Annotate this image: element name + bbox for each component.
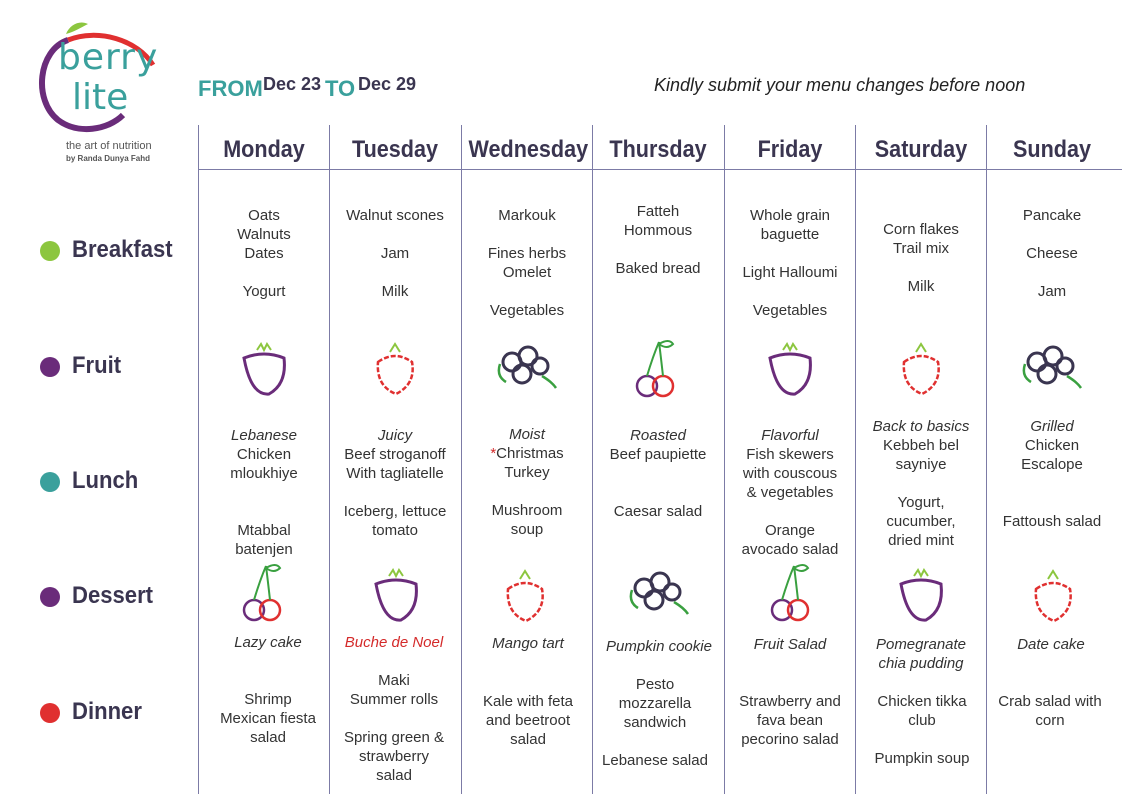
- menu-item: salad: [510, 731, 546, 748]
- dessert-sunday: Date cake: [1017, 636, 1085, 653]
- menu-item: Hommous: [623, 222, 693, 239]
- menu-item: Iceberg, lettuce: [343, 503, 447, 520]
- lunch-cell-saturday: [856, 417, 986, 550]
- from-label: FROM: [198, 76, 263, 101]
- menu-item: Escalope: [1021, 456, 1083, 473]
- menu-item: with couscous: [742, 465, 838, 482]
- menu-item: cucumber,: [886, 513, 956, 530]
- menu-item: Walnuts: [237, 226, 291, 243]
- menu-item: Chicken: [236, 446, 292, 463]
- menu-item: Chicken: [1024, 437, 1080, 454]
- menu-item: Vegetables: [489, 302, 565, 319]
- menu-item: Dates: [244, 245, 284, 262]
- blueberries-icon: [1017, 336, 1087, 406]
- menu-item: Beef paupiette: [609, 446, 707, 463]
- menu-item: Cheese: [1026, 245, 1078, 262]
- day-header-thursday: Thursday: [609, 136, 707, 163]
- menu-item: sayniye: [895, 456, 947, 473]
- menu-item: Spring green &: [343, 729, 445, 746]
- menu-item: batenjen: [235, 541, 293, 558]
- menu-item: Shrimp: [244, 691, 292, 708]
- star-marker: *: [490, 445, 497, 462]
- menu-item: Beef stroganoff: [344, 446, 446, 463]
- menu-item: Lebanese salad: [602, 752, 708, 769]
- menu-item: Pumpkin soup: [874, 750, 970, 767]
- menu-item: Pesto: [635, 676, 675, 693]
- menu-item: corn: [1035, 712, 1065, 729]
- dessert-wednesday: Mango tart: [492, 635, 564, 652]
- dessert-monday: Lazy cake: [234, 634, 302, 651]
- breakfast-cell-sunday: [987, 206, 1117, 301]
- to-label: TO: [325, 76, 356, 101]
- menu-item: Kebbeh bel: [883, 437, 959, 454]
- lunch-adjective: Back to basics: [872, 418, 970, 435]
- day-header-saturday: Saturday: [874, 136, 968, 163]
- menu-item: salad: [250, 729, 286, 746]
- menu-item: Yogurt: [242, 283, 286, 300]
- menu-item: Milk: [381, 283, 409, 300]
- dinner-cell-tuesday: [329, 671, 459, 785]
- lunch-dot: [40, 472, 60, 492]
- menu-item: sandwich: [623, 714, 687, 731]
- menu-item: soup: [510, 521, 544, 538]
- strawberry-icon: [360, 336, 430, 406]
- breakfast-cell-friday: [725, 206, 855, 320]
- menu-item: Vegetables: [752, 302, 828, 319]
- blueberries-icon: [624, 562, 694, 632]
- row-label-fruit: Fruit: [72, 352, 122, 379]
- day-header-wednesday: Wednesday: [468, 136, 589, 163]
- menu-item: Fines herbs: [487, 245, 567, 262]
- blueberries-icon: [492, 336, 562, 406]
- menu-item: Trail mix: [892, 240, 950, 257]
- dessert-name-line2: chia pudding: [878, 655, 964, 672]
- breakfast-cell-thursday: [593, 202, 723, 278]
- strawberry-icon: [886, 336, 956, 406]
- menu-item: Walnut scones: [346, 207, 444, 224]
- lunch-cell-friday: [725, 426, 855, 559]
- menu-item: Corn flakes: [883, 221, 959, 238]
- dinner-cell-friday: [725, 692, 855, 749]
- row-label-lunch: Lunch: [72, 467, 139, 494]
- row-label-breakfast: Breakfast: [72, 236, 173, 263]
- logo-tagline: the art of nutrition: [66, 140, 152, 152]
- header-divider: [198, 169, 1122, 170]
- menu-item: Fatteh: [636, 203, 680, 220]
- fruit-dot: [40, 357, 60, 377]
- to-date: Dec 29: [358, 74, 417, 94]
- dessert-name-line1: Pomegranate: [875, 636, 967, 653]
- menu-item: dried mint: [888, 532, 954, 549]
- dinner-cell-thursday: [590, 675, 720, 770]
- cherries-icon: [758, 560, 828, 630]
- menu-item: Strawberry and: [739, 693, 841, 710]
- breakfast-cell-saturday: [856, 220, 986, 296]
- menu-item: strawberry: [358, 748, 429, 765]
- menu-item: Jam: [380, 245, 410, 262]
- menu-item: Orange: [764, 522, 816, 539]
- dinner-cell-monday: [203, 690, 333, 747]
- menu-item: Light Halloumi: [742, 264, 838, 281]
- logo-byline: by Randa Dunya Fahd: [66, 154, 151, 163]
- menu-item: mloukhiye: [230, 465, 298, 482]
- menu-item: salad: [376, 767, 412, 784]
- menu-item: Fish skewers: [746, 446, 834, 463]
- menu-item: Jam: [1037, 283, 1067, 300]
- menu-item: Chicken tikka: [877, 693, 967, 710]
- menu-item: and beetroot: [485, 712, 571, 729]
- breakfast-cell-monday: [199, 206, 329, 301]
- menu-item: Whole grain: [749, 207, 831, 224]
- menu-item: pecorino salad: [741, 731, 839, 748]
- lunch-adjective: Lebanese: [231, 427, 297, 444]
- menu-item: Turkey: [504, 464, 550, 481]
- menu-item: Caesar salad: [613, 503, 703, 520]
- menu-item: Mtabbal: [237, 522, 291, 539]
- dessert-tuesday: Buche de Noel: [344, 634, 444, 651]
- dinner-cell-saturday: [857, 692, 987, 768]
- menu-item: Kale with feta: [482, 693, 574, 710]
- cherries-icon: [230, 560, 300, 630]
- menu-item: Mushroom: [491, 502, 563, 519]
- row-label-dinner: Dinner: [72, 698, 142, 725]
- submission-note: Kindly submit your menu changes before noon: [654, 75, 1026, 95]
- menu-item: avocado salad: [741, 541, 839, 558]
- lunch-adjective: Roasted: [630, 427, 686, 444]
- menu-item: Baked bread: [615, 260, 701, 277]
- lunch-cell-monday: [199, 426, 329, 559]
- day-header-friday: Friday: [757, 136, 823, 163]
- menu-item: baguette: [760, 226, 820, 243]
- cherries-icon: [623, 336, 693, 406]
- lunch-adjective: Moist: [509, 426, 545, 443]
- menu-item: With tagliatelle: [346, 465, 444, 482]
- lunch-cell-tuesday: [330, 426, 460, 540]
- breakfast-cell-tuesday: [330, 206, 460, 301]
- day-header-sunday: Sunday: [1012, 136, 1092, 163]
- menu-item: tomato: [372, 522, 418, 539]
- lunch-cell-wednesday: [462, 425, 592, 539]
- plum-icon: [755, 336, 825, 406]
- dessert-friday: Fruit Salad: [753, 636, 827, 653]
- breakfast-dot: [40, 241, 60, 261]
- lunch-adjective: Flavorful: [761, 427, 819, 444]
- breakfast-cell-wednesday: [462, 206, 592, 320]
- lunch-cell-thursday: [593, 426, 723, 521]
- from-date: Dec 23: [263, 74, 322, 94]
- row-label-dessert: Dessert: [72, 582, 154, 609]
- lunch-cell-sunday: [987, 417, 1117, 531]
- menu-item: Mexican fiesta: [220, 710, 316, 727]
- dinner-cell-wednesday: [463, 692, 593, 749]
- menu-item: Markouk: [498, 207, 556, 224]
- menu-item: Yogurt,: [897, 494, 945, 511]
- dessert-thursday: Pumpkin cookie: [606, 638, 712, 655]
- dinner-cell-sunday: [985, 692, 1115, 730]
- menu-item: fava bean: [757, 712, 823, 729]
- day-header-monday: Monday: [223, 136, 305, 163]
- dinner-dot: [40, 703, 60, 723]
- day-header-tuesday: Tuesday: [351, 136, 439, 163]
- menu-item: club: [908, 712, 936, 729]
- menu-item: Milk: [907, 278, 935, 295]
- menu-item: Pancake: [1022, 207, 1082, 224]
- logo-word-lite: lite: [72, 77, 129, 118]
- lunch-adjective: Juicy: [377, 427, 413, 444]
- menu-item: Oats: [248, 207, 280, 224]
- menu-item: Fattoush salad: [1002, 513, 1102, 530]
- logo-word-berry: berry: [58, 37, 159, 78]
- strawberry-icon: [490, 563, 560, 633]
- menu-item: Omelet: [502, 264, 552, 281]
- menu-item: *Christmas: [490, 445, 564, 462]
- menu-item: Crab salad with: [998, 693, 1102, 710]
- strawberry-icon: [1018, 563, 1088, 633]
- menu-item: Maki: [378, 672, 410, 689]
- menu-item: mozzarella: [618, 695, 692, 712]
- lunch-adjective: Grilled: [1030, 418, 1074, 435]
- plum-icon: [361, 562, 431, 632]
- plum-icon: [886, 562, 956, 632]
- dessert-saturday: [856, 635, 986, 673]
- menu-item: & vegetables: [746, 484, 834, 501]
- dessert-dot: [40, 587, 60, 607]
- menu-item: Summer rolls: [349, 691, 439, 708]
- plum-icon: [229, 336, 299, 406]
